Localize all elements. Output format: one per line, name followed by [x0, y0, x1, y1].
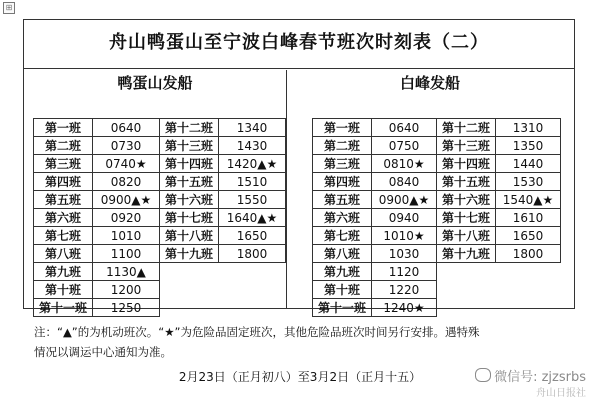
- departure-time-cell: 1010★: [372, 227, 437, 245]
- trip-name-cell: 第十五班: [160, 173, 219, 191]
- departure-time-cell: 1440: [496, 155, 561, 173]
- table-row: [34, 227, 286, 245]
- departure-time-cell: 1800: [219, 245, 286, 263]
- table-row: [313, 263, 561, 281]
- table-row: [313, 209, 561, 227]
- trip-name-cell: 第十六班: [160, 191, 219, 209]
- trip-name-cell: [437, 299, 496, 317]
- footnote: [34, 322, 574, 362]
- table-row: [313, 227, 561, 245]
- trip-name-cell: 第八班: [313, 245, 372, 263]
- departure-time-cell: 1540▲★: [496, 191, 561, 209]
- trip-name-cell: 第十八班: [437, 227, 496, 245]
- departure-time-cell: 1130▲: [93, 263, 160, 281]
- panel-baifeng: [286, 70, 574, 315]
- departure-time-cell: [496, 263, 561, 281]
- date-range: 2月23日（正月初八）至3月2日（正月十五）: [178, 370, 422, 384]
- departure-time-cell: 1010: [93, 227, 160, 245]
- departure-time-cell: 0920: [93, 209, 160, 227]
- departure-time-cell: 1510: [219, 173, 286, 191]
- table-row: [34, 263, 286, 281]
- trip-name-cell: 第十班: [34, 281, 93, 299]
- table-row: [313, 245, 561, 263]
- trip-name-cell: [160, 299, 219, 317]
- departure-time-cell: 1100: [93, 245, 160, 263]
- departure-time-cell: 1350: [496, 137, 561, 155]
- trip-name-cell: 第十四班: [160, 155, 219, 173]
- page-title: 舟山鸭蛋山至宁波白峰春节班次时刻表（二）: [109, 32, 489, 53]
- trip-name-cell: 第一班: [34, 119, 93, 137]
- trip-name-cell: 第四班: [34, 173, 93, 191]
- departure-time-cell: 1250: [93, 299, 160, 317]
- departure-time-cell: 1430: [219, 137, 286, 155]
- trip-name-cell: 第十六班: [437, 191, 496, 209]
- departure-time-cell: 1650: [219, 227, 286, 245]
- table-row: [34, 209, 286, 227]
- schedule-table-yadanshan: [33, 118, 286, 317]
- departure-time-cell: 1650: [496, 227, 561, 245]
- trip-name-cell: [437, 263, 496, 281]
- trip-name-cell: 第十九班: [160, 245, 219, 263]
- departure-time-cell: 1530: [496, 173, 561, 191]
- departure-time-cell: 0640: [372, 119, 437, 137]
- table-row: [34, 299, 286, 317]
- trip-name-cell: 第十班: [313, 281, 372, 299]
- departure-time-cell: 0730: [93, 137, 160, 155]
- departure-time-cell: 1240★: [372, 299, 437, 317]
- trip-name-cell: 第二班: [313, 137, 372, 155]
- table-row: [34, 191, 286, 209]
- trip-name-cell: 第十二班: [160, 119, 219, 137]
- trip-name-cell: 第十九班: [437, 245, 496, 263]
- footnote-line-1: 注：“▲”的为机动班次。“★”为危险品固定班次，其他危险品班次时间另行安排。遇特殊: [34, 325, 480, 339]
- table-row: [313, 191, 561, 209]
- panel-heading-yadanshan: 鸭蛋山发船: [117, 74, 193, 92]
- departure-time-cell: 1120: [372, 263, 437, 281]
- trip-name-cell: 第十三班: [437, 137, 496, 155]
- trip-name-cell: 第十三班: [160, 137, 219, 155]
- trip-name-cell: 第十二班: [437, 119, 496, 137]
- trip-name-cell: 第六班: [34, 209, 93, 227]
- trip-name-cell: 第一班: [313, 119, 372, 137]
- trip-name-cell: 第九班: [34, 263, 93, 281]
- panel-yadanshan: [24, 70, 287, 315]
- table-row: [313, 281, 561, 299]
- departure-time-cell: 0640: [93, 119, 160, 137]
- departure-time-cell: 0740★: [93, 155, 160, 173]
- table-row: [34, 173, 286, 191]
- panel-heading-baifeng: 白峰发船: [399, 74, 460, 92]
- departure-time-cell: 1550: [219, 191, 286, 209]
- trip-name-cell: [160, 263, 219, 281]
- departure-time-cell: 0840: [372, 173, 437, 191]
- departure-time-cell: 1200: [93, 281, 160, 299]
- watermark: [475, 366, 586, 385]
- departure-time-cell: [219, 299, 286, 317]
- table-row: [34, 155, 286, 173]
- trip-name-cell: 第三班: [34, 155, 93, 173]
- trip-name-cell: 第三班: [313, 155, 372, 173]
- trip-name-cell: 第七班: [34, 227, 93, 245]
- trip-name-cell: 第五班: [34, 191, 93, 209]
- departure-time-cell: 1420▲★: [219, 155, 286, 173]
- table-row: [313, 137, 561, 155]
- table-row: [313, 155, 561, 173]
- table-row: [34, 119, 286, 137]
- watermark-sub: 舟山日报社: [536, 388, 586, 399]
- table-row: [34, 137, 286, 155]
- timetable-frame: [23, 19, 575, 315]
- trip-name-cell: 第十五班: [437, 173, 496, 191]
- wechat-icon: [475, 368, 491, 382]
- departure-time-cell: 0900▲★: [372, 191, 437, 209]
- departure-time-cell: [496, 299, 561, 317]
- image-placeholder-icon: ⊞: [3, 2, 15, 14]
- divider: [24, 68, 574, 69]
- trip-name-cell: [437, 281, 496, 299]
- trip-name-cell: 第九班: [313, 263, 372, 281]
- departure-time-cell: 1310: [496, 119, 561, 137]
- watermark-text: 微信号: zjzsrbs: [494, 370, 586, 385]
- departure-time-cell: 0750: [372, 137, 437, 155]
- trip-name-cell: 第十七班: [160, 209, 219, 227]
- trip-name-cell: 第八班: [34, 245, 93, 263]
- departure-time-cell: [219, 263, 286, 281]
- trip-name-cell: 第十一班: [313, 299, 372, 317]
- departure-time-cell: 1220: [372, 281, 437, 299]
- trip-name-cell: 第五班: [313, 191, 372, 209]
- departure-time-cell: 1800: [496, 245, 561, 263]
- departure-time-cell: 0810★: [372, 155, 437, 173]
- trip-name-cell: 第七班: [313, 227, 372, 245]
- trip-name-cell: 第十一班: [34, 299, 93, 317]
- trip-name-cell: [160, 281, 219, 299]
- table-row: [313, 119, 561, 137]
- departure-time-cell: 1640▲★: [219, 209, 286, 227]
- departure-time-cell: 0940: [372, 209, 437, 227]
- departure-time-cell: [219, 281, 286, 299]
- table-row: [313, 173, 561, 191]
- table-row: [34, 281, 286, 299]
- trip-name-cell: 第十七班: [437, 209, 496, 227]
- departure-time-cell: 1610: [496, 209, 561, 227]
- table-row: [313, 299, 561, 317]
- schedule-table-baifeng: [312, 118, 561, 317]
- trip-name-cell: 第十四班: [437, 155, 496, 173]
- departure-time-cell: 1030: [372, 245, 437, 263]
- trip-name-cell: 第六班: [313, 209, 372, 227]
- table-row: [34, 245, 286, 263]
- trip-name-cell: 第十八班: [160, 227, 219, 245]
- departure-time-cell: 1340: [219, 119, 286, 137]
- departure-time-cell: [496, 281, 561, 299]
- departure-time-cell: 0900▲★: [93, 191, 160, 209]
- trip-name-cell: 第二班: [34, 137, 93, 155]
- departure-time-cell: 0820: [93, 173, 160, 191]
- footnote-line-2: 情况以调运中心通知为准。: [34, 345, 172, 359]
- trip-name-cell: 第四班: [313, 173, 372, 191]
